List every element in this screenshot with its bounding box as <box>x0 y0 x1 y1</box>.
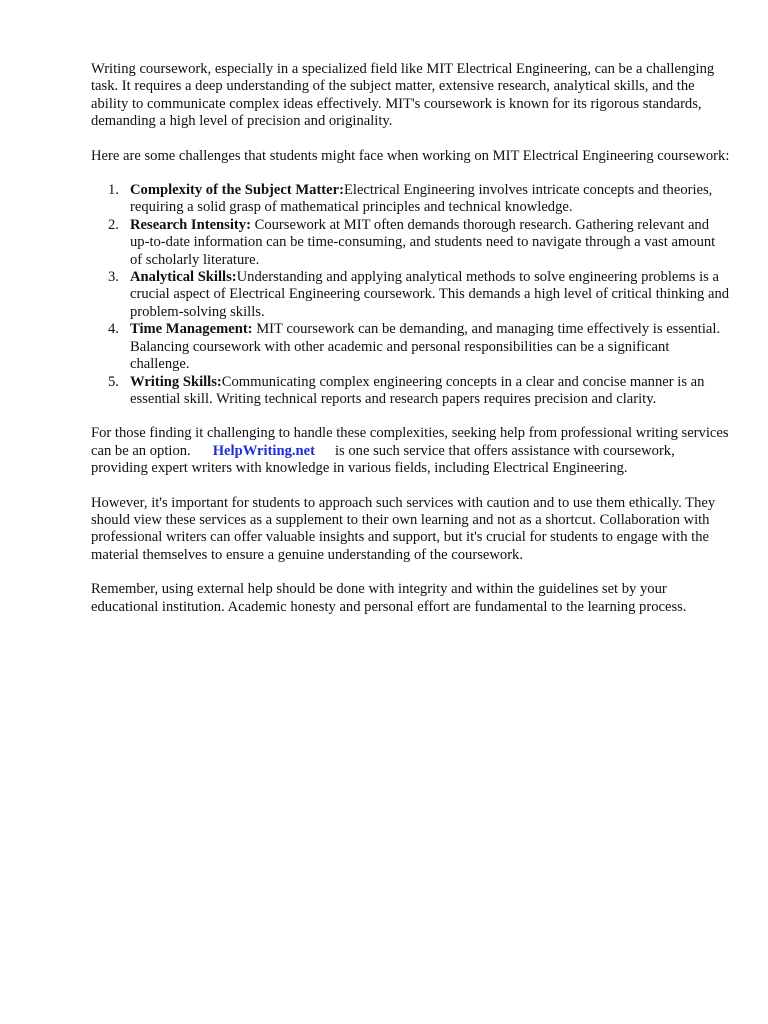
list-item-title: Writing Skills: <box>130 373 222 390</box>
document-body <box>91 61 731 616</box>
list-item <box>91 217 731 269</box>
caution-paragraph: However, it's important for students to approach such services with caution and to use them ethically. They should view these services as a supplement to their own learning and not as a shortcut. Collaboration with professional writers can offer valuable insights and support, but it's crucial for students to engage with the material themselves to ensure a genuine understanding of the coursework. <box>91 494 716 563</box>
list-item <box>91 182 731 217</box>
help-text-before: For those finding it challenging to handle these complexities, seeking help from professional writing services can be an option. <box>91 425 729 459</box>
list-item-title: Research Intensity: <box>130 216 251 233</box>
list-number: 5. <box>108 373 119 390</box>
list-item-title: Analytical Skills: <box>130 269 237 286</box>
intro-paragraph: Writing coursework, especially in a specialized field like MIT Electrical Engineering, can be a challenging task. It requires a deep understanding of the subject matter, extensive research, analytical skills, and the ability to communicate complex ideas effectively. MIT's coursework is known for its rigorous standards, demanding a high level of precision and originality. <box>91 61 715 130</box>
list-number: 3. <box>108 269 119 286</box>
challenges-list <box>91 182 731 408</box>
list-number: 2. <box>108 216 119 233</box>
list-number: 4. <box>108 321 119 338</box>
help-paragraph <box>91 425 731 477</box>
list-item-text: Coursework at MIT often demands thorough research. Gathering relevant and up-to-date information can be time-consuming, and students need to navigate through a vast amount of scholarly literature. <box>130 216 716 268</box>
list-item-text: MIT coursework can be demanding, and managing time effectively is essential. Balancing coursework with other academic and personal responsibilities can be a significant challenge. <box>130 321 721 373</box>
list-item <box>91 321 731 373</box>
list-item-text: Communicating complex engineering concepts in a clear and concise manner is an essential skill. Writing technical reports and research papers requires precision and clarity. <box>130 373 705 407</box>
helpwriting-link[interactable]: HelpWriting.net <box>212 442 315 459</box>
list-item <box>91 374 731 409</box>
list-item-text: Understanding and applying analytical methods to solve engineering problems is a crucial aspect of Electrical Engineering coursework. This demands a high level of critical thinking and problem-solving skills. <box>130 269 730 320</box>
help-text-after: is one such service that offers assistance with coursework, providing expert writers with knowledge in various fields, including Electrical Engineering. <box>91 442 675 477</box>
challenges-intro-paragraph: Here are some challenges that students might face when working on MIT Electrical Engineering coursework: <box>91 147 730 164</box>
list-item-text: Electrical Engineering involves intricate concepts and theories, requiring a solid grasp of mathematical principles and technical knowledge. <box>130 182 713 216</box>
list-item-title: Complexity of the Subject Matter: <box>130 182 344 199</box>
closing-paragraph: Remember, using external help should be done with integrity and within the guidelines set by your educational institution. Academic honesty and personal effort are fundamental to the learning process. <box>91 581 687 615</box>
list-item <box>91 269 731 321</box>
list-item-title: Time Management: <box>130 321 253 338</box>
list-number: 1. <box>108 182 119 199</box>
